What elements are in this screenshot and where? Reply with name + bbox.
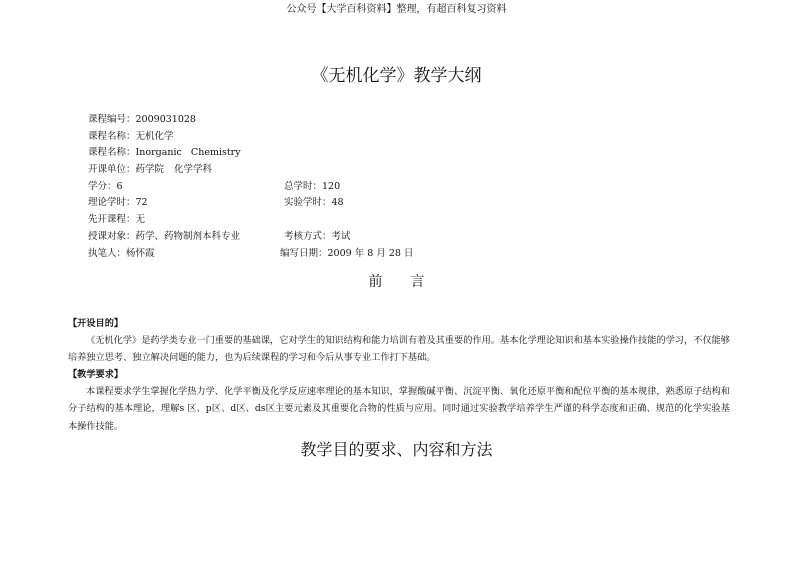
department-b: 化学学科 <box>174 164 213 176</box>
lab-hours-label: 实验学时： <box>284 197 332 209</box>
course-name-en: Inorganic Chemistry <box>135 147 241 159</box>
document-title: 《无机化学》教学大纲 <box>311 66 482 86</box>
audience: 药学、药物制剂本科专业 <box>135 230 241 242</box>
course-code-label: 课程编号： <box>88 114 136 125</box>
author-label: 执笔人： <box>88 247 127 259</box>
compile-date <box>280 246 413 263</box>
course-code-row <box>88 112 708 129</box>
exam-label: 考核方式： <box>284 230 332 242</box>
requirement-heading: 【教学要求】 <box>68 369 124 381</box>
credits-row <box>88 179 708 196</box>
prerequisite-label: 先开课程： <box>88 214 136 226</box>
department-label: 开课单位： <box>88 164 136 176</box>
purpose-paragraph: 《无机化学》是药学类专业一门重要的基础课，它对学生的知识结构和能力培训有着及其重要的作用。基本化学理论知识和基本实验操作技能的学习，不仅能够培养独立思考、独立解决问题的能力，也为后续课程的学习和今后从事专业工作打下基础。 <box>68 335 730 364</box>
lab-hours <box>284 195 344 212</box>
section-title: 教学目的要求、内容和方法 <box>300 440 493 459</box>
course-name-en-row <box>88 145 708 162</box>
preface-right: 言 <box>410 274 425 290</box>
total-hours <box>284 179 340 196</box>
course-name-cn: 无机化学 <box>135 130 174 142</box>
lab-hours-value: 48 <box>331 197 344 209</box>
exam-value: 考试 <box>331 230 351 242</box>
credits-label: 学分： <box>88 180 117 192</box>
header-note: 公众号【大学百科资料】整理，有超百科复习资料 <box>286 4 507 15</box>
audience-label: 授课对象： <box>88 230 136 242</box>
prerequisite-row <box>88 212 708 229</box>
hours-row <box>88 195 708 212</box>
theory-hours-label: 理论学时： <box>88 197 136 209</box>
department-a: 药学院 <box>135 164 165 176</box>
exam-method <box>284 229 351 246</box>
audience-row <box>88 229 708 246</box>
preface-heading <box>0 273 793 291</box>
course-name-label: 课程名称： <box>88 130 136 142</box>
author: 杨怀霞 <box>126 247 155 259</box>
date-value: 2009 年 8 月 28 日 <box>327 247 414 259</box>
theory-hours: 72 <box>135 197 148 209</box>
prerequisite: 无 <box>135 214 146 226</box>
credits: 6 <box>116 180 123 192</box>
author-row <box>88 246 708 263</box>
total-hours-value: 120 <box>322 180 341 192</box>
course-info <box>88 112 708 262</box>
date-label: 编写日期： <box>280 247 328 259</box>
total-hours-label: 总学时： <box>284 180 323 192</box>
preface-body <box>68 315 730 435</box>
course-name-en-label: 课程名称： <box>88 147 136 159</box>
preface-left: 前 <box>368 274 383 290</box>
course-name-row <box>88 129 708 146</box>
department-row <box>88 162 708 179</box>
course-code: 2009031028 <box>135 114 196 125</box>
requirement-paragraph: 本课程要求学生掌握化学热力学、化学平衡及化学反应速率理论的基本知识，掌握酸碱平衡、沉淀平衡、氧化还原平衡和配位平衡的基本规律，熟悉原子结构和分子结构的基本理论，理解s 区、p区、d区、ds区主要元素及其重要化合物的性质与应用。同时通过实验教学培养学生严谨的科学态度和正确、规范的化学实验基本操作技能。 <box>68 386 730 432</box>
purpose-heading: 【开设目的】 <box>68 318 124 329</box>
